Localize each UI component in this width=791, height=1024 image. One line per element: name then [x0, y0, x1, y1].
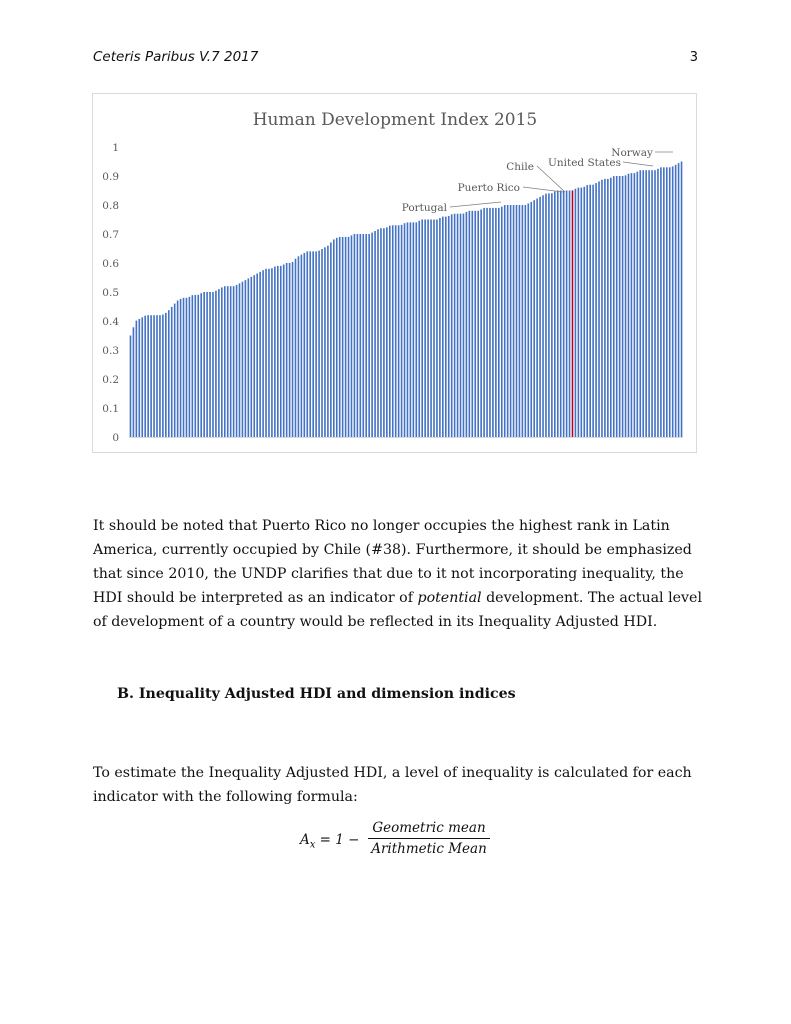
bar	[380, 228, 382, 437]
bar	[637, 172, 639, 437]
paragraph-formula-intro: To estimate the Inequality Adjusted HDI, a level of inequality is calculated for each indicator with the following formula:	[93, 765, 692, 805]
bar	[613, 176, 615, 437]
y-tick-label: 0.4	[102, 316, 119, 328]
bar	[483, 208, 485, 437]
bar	[634, 173, 636, 437]
bar	[395, 225, 397, 437]
bar	[604, 179, 606, 437]
bar	[566, 191, 568, 438]
annotation-leader	[537, 166, 565, 192]
bar	[354, 234, 356, 437]
bar	[165, 313, 167, 437]
bar	[377, 229, 379, 437]
hdi-chart-svg	[93, 94, 698, 454]
bar	[430, 220, 432, 438]
paragraph-1-italic: potential	[417, 590, 482, 606]
bar	[277, 266, 279, 437]
y-tick-label: 1	[112, 142, 119, 154]
bar	[236, 285, 238, 437]
bar	[507, 205, 509, 437]
bar	[312, 251, 314, 437]
bar	[159, 315, 161, 437]
bar	[625, 175, 627, 437]
bar	[669, 167, 671, 437]
bar	[480, 209, 482, 437]
bar	[666, 167, 668, 437]
bar	[180, 299, 182, 437]
bar	[156, 315, 158, 437]
bar	[218, 289, 220, 437]
bar	[410, 222, 412, 437]
bar	[292, 262, 294, 437]
bar	[365, 234, 367, 437]
bar	[227, 286, 229, 437]
bar	[242, 282, 244, 437]
y-tick-label: 0.2	[102, 374, 119, 386]
formula-lhs-rest: = 1 −	[315, 832, 360, 848]
bar	[144, 316, 146, 437]
bar	[215, 291, 217, 437]
formula-lhs-var: A	[300, 832, 310, 848]
page-number: 3	[689, 50, 698, 65]
bar	[386, 227, 388, 437]
bar	[536, 199, 538, 437]
chart-title: Human Development Index 2015	[252, 110, 538, 130]
bar	[660, 167, 662, 437]
bar	[645, 170, 647, 437]
bar	[519, 205, 521, 437]
bar	[413, 222, 415, 437]
bar	[274, 267, 276, 437]
bar	[675, 165, 677, 437]
bar	[589, 185, 591, 437]
bar	[436, 220, 438, 438]
formula-denominator: Arithmetic Mean	[371, 841, 487, 857]
bar	[203, 292, 205, 437]
annotation-leader	[523, 187, 563, 192]
bar	[206, 292, 208, 437]
bar	[648, 170, 650, 437]
bar	[592, 185, 594, 437]
bar	[560, 191, 562, 438]
bar	[513, 205, 515, 437]
bar	[298, 256, 300, 437]
bar	[133, 327, 135, 437]
bar	[309, 251, 311, 437]
bar	[174, 304, 176, 437]
bar	[416, 222, 418, 437]
bar	[460, 214, 462, 437]
bar	[383, 228, 385, 437]
bar	[510, 205, 512, 437]
bar	[663, 167, 665, 437]
annotation-label: Portugal	[401, 202, 447, 214]
bar	[371, 233, 373, 437]
bar	[501, 207, 503, 437]
bar	[221, 287, 223, 437]
bar	[153, 315, 155, 437]
bar	[557, 191, 559, 438]
annotation-label: Puerto Rico	[457, 182, 520, 194]
bar	[610, 178, 612, 437]
bar	[401, 225, 403, 437]
bar	[548, 193, 550, 437]
bar	[539, 197, 541, 437]
bar	[321, 249, 323, 437]
bar	[457, 214, 459, 437]
bar	[492, 208, 494, 437]
annotation-label: Norway	[611, 147, 653, 159]
bar	[130, 336, 132, 438]
bar	[522, 205, 524, 437]
bar	[256, 274, 258, 437]
bar	[315, 251, 317, 437]
bar	[398, 225, 400, 437]
bar	[286, 263, 288, 437]
bar	[194, 295, 196, 437]
y-tick-label: 0.9	[102, 171, 119, 183]
formula-numerator: Geometric mean	[368, 820, 490, 839]
bar	[230, 286, 232, 437]
bar	[250, 277, 252, 437]
bar	[616, 176, 618, 437]
bar	[212, 292, 214, 437]
bar	[374, 231, 376, 437]
bar	[654, 170, 656, 437]
paragraph-1-text: It should be noted that Puerto Rico no longer occupies the highest rank in Latin America, currently occupied by Chile (#38). Furthermore, it should be emphasized that since 2010, the UNDP clarifies that due to it not incorporating inequality, the HDI should be interpreted as an indicator of	[93, 518, 692, 606]
bar	[477, 211, 479, 437]
y-tick-label: 0.8	[102, 200, 119, 212]
bar	[575, 189, 577, 437]
bar	[554, 192, 556, 437]
bar	[578, 188, 580, 437]
bar	[295, 259, 297, 437]
bar	[474, 211, 476, 437]
bar	[327, 246, 329, 437]
bar	[601, 180, 603, 437]
bar	[330, 242, 332, 437]
bar	[245, 280, 247, 437]
bar	[183, 298, 185, 437]
bar	[445, 217, 447, 437]
bar	[466, 212, 468, 437]
bar	[527, 203, 529, 437]
bar	[622, 176, 624, 437]
bar	[342, 237, 344, 437]
bar	[489, 208, 491, 437]
annotation-label: United States	[548, 157, 621, 169]
bar	[150, 315, 152, 437]
bar	[424, 220, 426, 438]
y-tick-label: 0.5	[102, 287, 119, 299]
bar	[318, 251, 320, 437]
bar	[619, 176, 621, 437]
bar	[433, 220, 435, 438]
bar	[598, 181, 600, 437]
bar	[463, 214, 465, 437]
bar	[678, 163, 680, 437]
bar	[262, 270, 264, 437]
bar	[545, 194, 547, 437]
bar	[563, 191, 565, 438]
bar	[339, 237, 341, 437]
bar	[498, 208, 500, 437]
bar	[418, 221, 420, 437]
formula-lhs-sub: x	[309, 839, 316, 851]
bar	[224, 286, 226, 437]
bar	[681, 162, 683, 438]
bar	[657, 169, 659, 437]
bar	[442, 217, 444, 437]
bar	[595, 183, 597, 437]
bar	[268, 269, 270, 437]
paragraph-1-end: development. The actual level of development of a country would be reflected in its Inequality Adjusted HDI.	[93, 590, 702, 630]
bar	[581, 188, 583, 437]
bar	[171, 307, 173, 437]
bar	[451, 214, 453, 437]
bar	[345, 237, 347, 437]
formula-fraction	[368, 820, 490, 857]
bar	[301, 255, 303, 437]
running-header-title: Ceteris Paribus V.7 2017	[93, 49, 259, 65]
bar	[351, 235, 353, 437]
bar	[469, 211, 471, 437]
bar	[289, 263, 291, 437]
bar	[304, 253, 306, 437]
bar	[607, 179, 609, 437]
bar	[389, 226, 391, 437]
bar	[192, 295, 194, 437]
bar	[139, 319, 141, 437]
bar	[200, 293, 202, 437]
annotation-leader	[623, 162, 653, 166]
bar	[495, 208, 497, 437]
bar	[471, 211, 473, 437]
bar	[324, 247, 326, 437]
bar	[569, 191, 571, 438]
bar	[486, 208, 488, 437]
bar	[392, 225, 394, 437]
bar	[368, 234, 370, 437]
bar	[333, 239, 335, 437]
bar	[533, 200, 535, 437]
bar	[280, 266, 282, 437]
bar	[141, 317, 143, 437]
paragraph-puerto-rico	[93, 514, 703, 634]
section-title: B. Inequality Adjusted HDI and dimension indices	[117, 686, 516, 702]
bar	[162, 315, 164, 437]
bar	[628, 174, 630, 437]
hdi-chart	[92, 93, 697, 453]
bar	[168, 310, 170, 437]
bar	[530, 202, 532, 437]
y-tick-label: 0	[112, 432, 119, 444]
y-tick-label: 0.3	[102, 345, 119, 357]
bar	[427, 220, 429, 438]
bar	[357, 234, 359, 437]
bar	[265, 269, 267, 437]
y-tick-label: 0.7	[102, 229, 119, 241]
annotation-label: Chile	[506, 161, 534, 173]
bar	[360, 234, 362, 437]
y-tick-label: 0.1	[102, 403, 119, 415]
bar	[136, 321, 138, 437]
bar	[336, 238, 338, 437]
bar	[189, 297, 191, 437]
bar	[631, 173, 633, 437]
bar	[306, 251, 308, 437]
bar	[253, 275, 255, 437]
bar	[233, 286, 235, 437]
bar	[248, 278, 250, 437]
bar	[147, 315, 149, 437]
bar	[209, 292, 211, 437]
bar	[525, 205, 527, 437]
bar	[362, 234, 364, 437]
annotation-leader	[450, 202, 501, 207]
bar	[551, 193, 553, 437]
bar	[516, 205, 518, 437]
formula-lhs	[300, 832, 359, 851]
bar	[177, 301, 179, 438]
bar	[439, 218, 441, 437]
bar	[239, 283, 241, 437]
bar	[639, 170, 641, 437]
bar	[407, 222, 409, 437]
bar	[259, 272, 261, 437]
bar	[586, 185, 588, 437]
bar	[348, 237, 350, 437]
bar	[504, 205, 506, 437]
bar-highlight	[572, 190, 574, 437]
bar	[283, 265, 285, 437]
bar	[651, 170, 653, 437]
y-tick-label: 0.6	[102, 258, 119, 270]
bar	[271, 268, 273, 437]
bar	[197, 295, 199, 437]
bar	[642, 170, 644, 437]
bar	[672, 166, 674, 437]
bar	[448, 216, 450, 437]
bar	[542, 195, 544, 437]
bar	[186, 298, 188, 437]
bar	[404, 223, 406, 437]
bar	[421, 220, 423, 438]
bar	[454, 214, 456, 437]
bar	[583, 187, 585, 437]
